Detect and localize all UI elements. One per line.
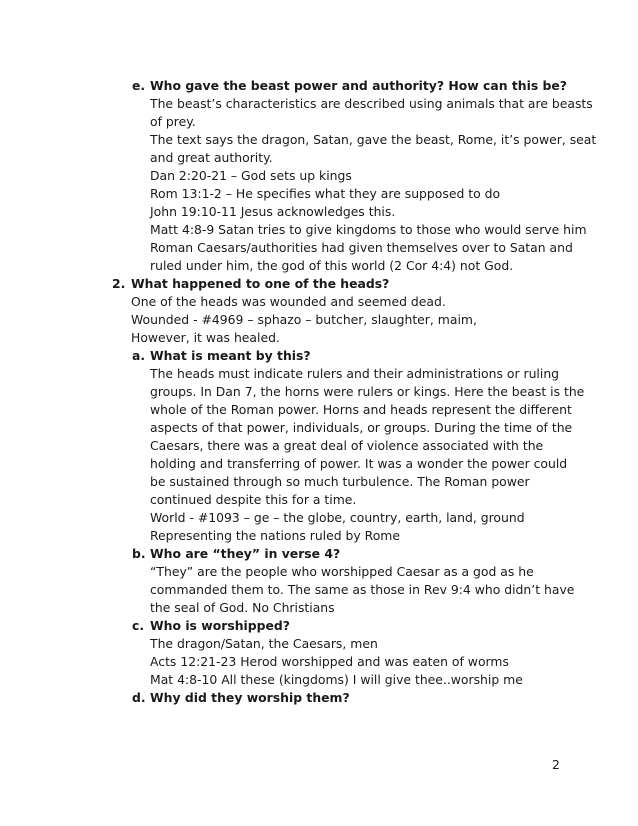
list-marker-c: c. [132, 618, 145, 633]
body-line: Caesars, there was a great deal of violence associated with the [150, 438, 544, 453]
body-line: and great authority. [150, 150, 273, 165]
body-line: However, it was healed. [131, 330, 280, 345]
body-line: continued despite this for a time. [150, 492, 357, 507]
list-marker-2: 2. [112, 276, 126, 291]
body-line: The beast’s characteristics are described using animals that are beasts [150, 96, 593, 111]
body-line: of prey. [150, 114, 196, 129]
body-line: John 19:10-11 Jesus acknowledges this. [150, 204, 396, 219]
body-line: World - #1093 – ge – the globe, country, earth, land, ground [150, 510, 525, 525]
question-heading-d: Why did they worship them? [150, 690, 350, 705]
body-line: Roman Caesars/authorities had given themselves over to Satan and [150, 240, 573, 255]
body-line: holding and transferring of power. It was a wonder the power could [150, 456, 568, 471]
body-line: The text says the dragon, Satan, gave the beast, Rome, it’s power, seat [150, 132, 597, 147]
page-number: 2 [552, 757, 560, 772]
body-line: “They” are the people who worshipped Caesar as a god as he [150, 564, 534, 579]
body-line: Mat 4:8-10 All these (kingdoms) I will give thee..worship me [150, 672, 523, 687]
body-line: Matt 4:8-9 Satan tries to give kingdoms to those who would serve him [150, 222, 587, 237]
question-heading-c: Who is worshipped? [150, 618, 290, 633]
body-line: groups. In Dan 7, the horns were rulers or kings. Here the beast is the [150, 384, 585, 399]
body-line: Acts 12:21-23 Herod worshipped and was eaten of worms [150, 654, 509, 669]
question-heading-b: Who are “they” in verse 4? [150, 546, 341, 561]
body-line: Representing the nations ruled by Rome [150, 528, 401, 543]
body-line: Wounded - #4969 – sphazo – butcher, slaughter, maim, [131, 312, 477, 327]
body-line: commanded them to. The same as those in Rev 9:4 who didn’t have [150, 582, 575, 597]
body-line: whole of the Roman power. Horns and heads represent the different [150, 402, 572, 417]
body-line: Dan 2:20-21 – God sets up kings [150, 168, 352, 183]
body-line: Rom 13:1-2 – He specifies what they are supposed to do [150, 186, 501, 201]
question-heading-a: What is meant by this? [150, 348, 311, 363]
body-line: The dragon/Satan, the Caesars, men [150, 636, 378, 651]
list-marker-d: d. [132, 690, 146, 705]
body-line: aspects of that power, individuals, or groups. During the time of the [150, 420, 573, 435]
question-heading-e: Who gave the beast power and authority? How can this be? [150, 78, 567, 93]
list-marker-e: e. [132, 78, 146, 93]
list-marker-a: a. [132, 348, 146, 363]
body-line: be sustained through so much turbulence. The Roman power [150, 474, 530, 489]
body-line: the seal of God. No Christians [150, 600, 335, 615]
question-heading-2: What happened to one of the heads? [131, 276, 390, 291]
body-line: The heads must indicate rulers and their administrations or ruling [150, 366, 560, 381]
body-line: ruled under him, the god of this world (2 Cor 4:4) not God. [150, 258, 514, 273]
body-line: One of the heads was wounded and seemed dead. [131, 294, 446, 309]
list-marker-b: b. [132, 546, 146, 561]
